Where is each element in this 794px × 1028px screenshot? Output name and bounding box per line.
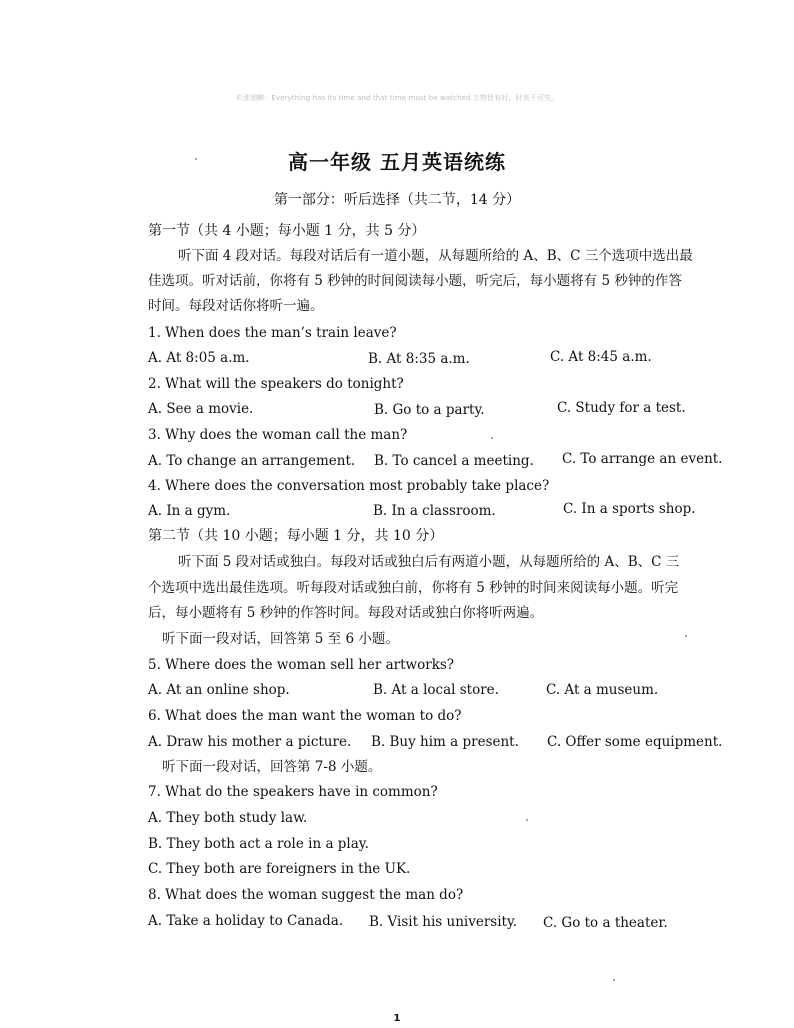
option-a: A. Take a holiday to Canada. (148, 913, 344, 929)
question-stem: 3. Why does the woman call the man? (148, 427, 408, 443)
section2-header: 第二节（共 10 小题；每小题 1 分，共 10 分） (148, 528, 444, 544)
watermark: ©涨朋醉：Everything has its time and that time must be watched.万物皆有时，时来不可失。 (235, 94, 559, 102)
option-b: B. Buy him a present. (371, 734, 519, 750)
option-a: A. See a movie. (148, 401, 254, 417)
section1-instruction-line: 听下面 4 段对话。每段对话后有一道小题，从每题所给的 A、B、C 三个选项中选出最 (178, 248, 693, 264)
option-a: A. At 8:05 a.m. (148, 350, 250, 366)
question-stem: 1. When does the man’s train leave? (148, 325, 397, 341)
section1-header: 第一节（共 4 小题；每小题 1 分，共 5 分） (148, 223, 426, 239)
section1-instruction-line: 佳选项。听对话前，你将有 5 秒钟的时间阅读每小题，听完后，每小题将有 5 秒钟的作答 (148, 273, 682, 289)
scan-speck (526, 819, 528, 821)
option-c: C. Go to a theater. (543, 915, 668, 931)
scan-speck (685, 635, 687, 637)
dialog-note: 听下面一段对话，回答第 5 至 6 小题。 (162, 631, 399, 647)
scan-speck (195, 158, 197, 160)
question-stem: 4. Where does the conversation most probably take place? (148, 478, 550, 494)
part-subtitle: 第一部分：听后选择（共二节，14 分） (273, 192, 521, 208)
dialog-note: 听下面一段对话，回答第 7-8 小题。 (162, 759, 382, 775)
option-c: C. Study for a test. (557, 400, 686, 416)
question-stem: 7. What do the speakers have in common? (148, 784, 438, 800)
section1-instruction-line: 时间。每段对话你将听一遍。 (148, 298, 324, 314)
option-b: B. At a local store. (373, 682, 499, 698)
section2-instruction-line: 听下面 5 段对话或独白。每段对话或独白后有两道小题，从每题所给的 A、B、C 三 (178, 554, 680, 570)
option-b: B. At 8:35 a.m. (368, 351, 470, 367)
page-number: 1 (393, 1013, 401, 1024)
option-c: C. In a sports shop. (563, 501, 696, 517)
option-c: C. They both are foreigners in the UK. (148, 861, 411, 877)
scan-speck (491, 437, 493, 439)
question-stem: 2. What will the speakers do tonight? (148, 376, 404, 392)
section2-instruction-line: 后，每小题将有 5 秒钟的作答时间。每段对话或独白你将听两遍。 (148, 605, 544, 621)
option-b: B. Go to a party. (374, 402, 485, 418)
scan-speck (613, 979, 615, 981)
option-a: A. At an online shop. (148, 682, 290, 698)
option-c: C. At a museum. (546, 682, 659, 698)
option-a: A. To change an arrangement. (148, 453, 356, 469)
question-stem: 6. What does the man want the woman to do? (148, 708, 462, 724)
option-a: A. In a gym. (148, 503, 231, 519)
page-title: 高一年级 五月英语统练 (288, 150, 506, 174)
option-c: C. At 8:45 a.m. (550, 349, 652, 365)
option-b: B. To cancel a meeting. (374, 453, 534, 469)
option-c: C. To arrange an event. (562, 451, 723, 467)
question-stem: 5. Where does the woman sell her artworks? (148, 657, 455, 673)
question-stem: 8. What does the woman suggest the man do? (148, 887, 464, 903)
option-b: B. In a classroom. (373, 503, 496, 519)
option-b: B. Visit his university. (369, 914, 518, 930)
option-c: C. Offer some equipment. (547, 734, 723, 750)
option-b: B. They both act a role in a play. (148, 836, 369, 852)
option-a: A. Draw his mother a picture. (148, 734, 352, 750)
section2-instruction-line: 个选项中选出最佳选项。听每段对话或独白前，你将有 5 秒钟的时间来阅读每小题。听完 (148, 580, 679, 596)
option-a: A. They both study law. (148, 810, 308, 826)
